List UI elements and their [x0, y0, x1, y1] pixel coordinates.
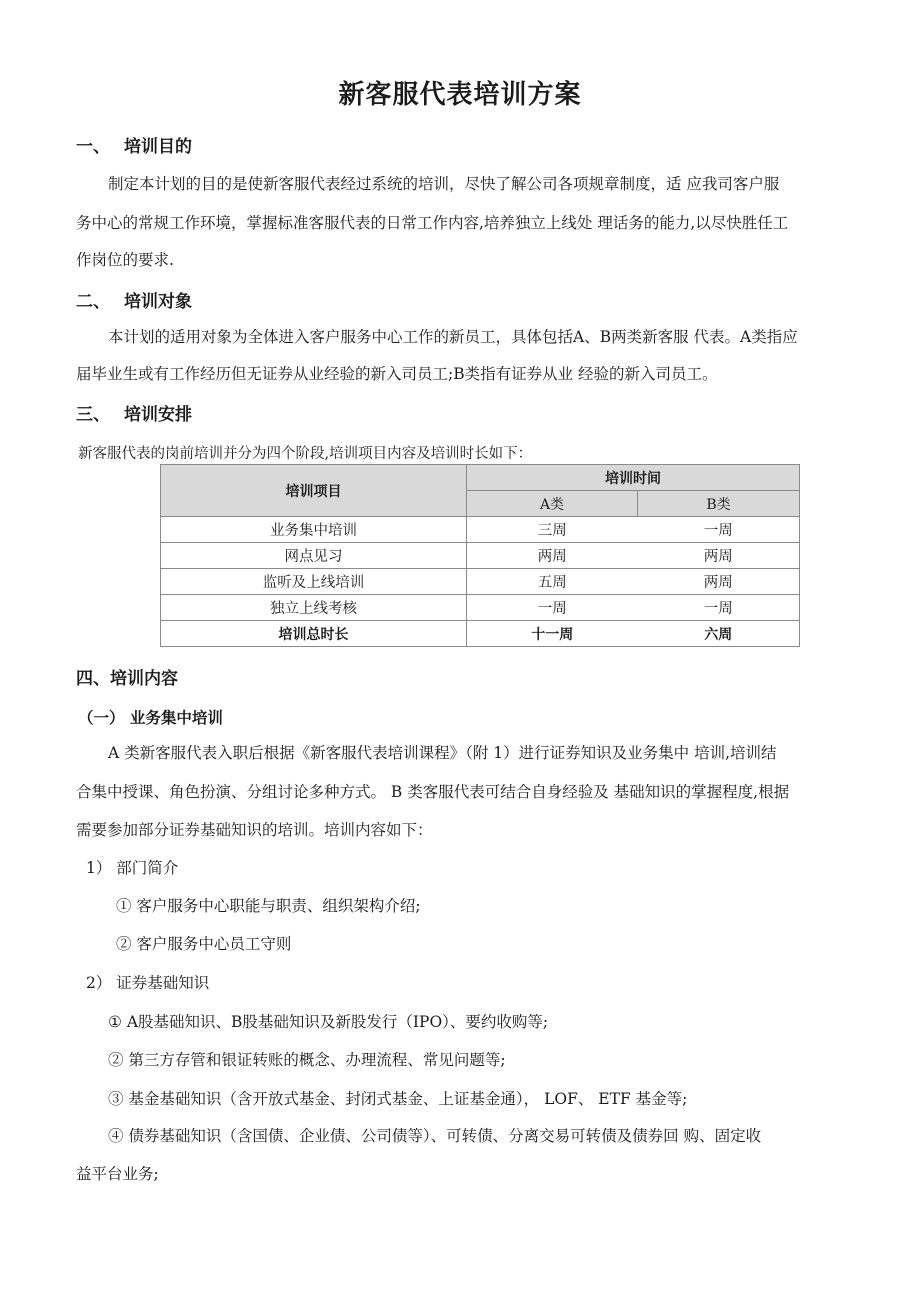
section-heading-schedule [76, 400, 192, 425]
list-subitem: ③ 基金基础知识（含开放式基金、封闭式基金、上证基金通）， LOF、 ETF 基金等; [108, 1090, 688, 1108]
section-title: 培训对象 [124, 292, 192, 312]
paragraph-line: 需要参加部分证券基础知识的培训。培训内容如下： [76, 821, 433, 839]
cell-item: 业务集中培训 [161, 517, 467, 543]
section-heading-content: 四、培训内容 [76, 669, 178, 689]
cell-a: 三周 [467, 517, 638, 543]
cell-a: 两周 [467, 543, 638, 569]
cell-item: 网点见习 [161, 543, 467, 569]
section-heading-purpose [76, 132, 192, 157]
cell-b: 两周 [638, 543, 800, 569]
section-title: 培训安排 [124, 405, 192, 425]
column-header-b: B类 [638, 491, 800, 517]
table-total-row [161, 621, 800, 647]
list-subitem: ① 客户服务中心职能与职责、组织架构介绍; [116, 897, 421, 915]
cell-b: 一周 [638, 595, 800, 621]
paragraph-line: 制定本计划的目的是使新客服代表经过系统的培训，尽快了解公司各项规章制度，适 应我司客户服 [108, 175, 780, 193]
paragraph-line: A 类新客服代表入职后根据《新客服代表培训课程》（附 1）进行证券知识及业务集中 培训,培训结 [108, 744, 777, 762]
table-row [161, 517, 800, 543]
table-row [161, 569, 800, 595]
paragraph-line: 作岗位的要求. [76, 251, 174, 269]
column-header-item: 培训项目 [161, 465, 467, 517]
training-schedule-table [160, 464, 800, 647]
section-number: 一、 [76, 137, 110, 157]
list-subitem: ② 第三方存管和银证转账的概念、办理流程、常见问题等; [108, 1051, 506, 1069]
list-item: 2） 证券基础知识 [86, 974, 210, 992]
paragraph-line: 务中心的常规工作环境，掌握标准客服代表的日常工作内容,培养独立上线处 理话务的能力,以尽快胜任工 [76, 214, 789, 232]
cell-item: 监听及上线培训 [161, 569, 467, 595]
section-number: 三、 [76, 405, 110, 425]
table-intro: 新客服代表的岗前培训并分为四个阶段,培训项目内容及培训时长如下： [78, 446, 533, 462]
cell-item: 独立上线考核 [161, 595, 467, 621]
section-title: 培训目的 [124, 137, 192, 157]
section-number: 二、 [76, 292, 110, 312]
paragraph-line: 届毕业生或有工作经历但无证券从业经验的新入司员工;B类指有证券从业 经验的新入司员工。 [76, 365, 718, 383]
list-subitem: ④ 债券基础知识（含国债、企业债、公司债等）、可转债、分离交易可转债及债券回 购、固定收 [108, 1127, 762, 1145]
column-header-a: A类 [467, 491, 638, 517]
cell-b: 两周 [638, 569, 800, 595]
column-header-time: 培训时间 [467, 465, 800, 491]
cell-a: 十一周 [467, 621, 638, 647]
list-subitem: ① A股基础知识、B股基础知识及新股发行（IPO）、要约收购等; [108, 1013, 549, 1031]
cell-b: 六周 [638, 621, 800, 647]
list-subitem: ② 客户服务中心员工守则 [116, 935, 292, 953]
subsection-heading: （一） 业务集中培训 [78, 709, 223, 727]
paragraph-line: 合集中授课、角色扮演、分组讨论多种方式。 B 类客服代表可结合自身经验及 基础知识的掌握程度,根据 [76, 783, 790, 801]
list-item: 1） 部门简介 [86, 859, 179, 877]
cell-a: 五周 [467, 569, 638, 595]
cell-b: 一周 [638, 517, 800, 543]
table-row [161, 543, 800, 569]
cell-item: 培训总时长 [161, 621, 467, 647]
section-heading-audience [76, 287, 192, 312]
list-subitem-continuation: 益平台业务; [76, 1165, 159, 1183]
table-row [161, 595, 800, 621]
page-title: 新客服代表培训方案 [338, 80, 582, 110]
cell-a: 一周 [467, 595, 638, 621]
paragraph-line: 本计划的适用对象为全体进入客户服务中心工作的新员工，具体包括A、B两类新客服 代表。A类指应 [108, 328, 798, 346]
